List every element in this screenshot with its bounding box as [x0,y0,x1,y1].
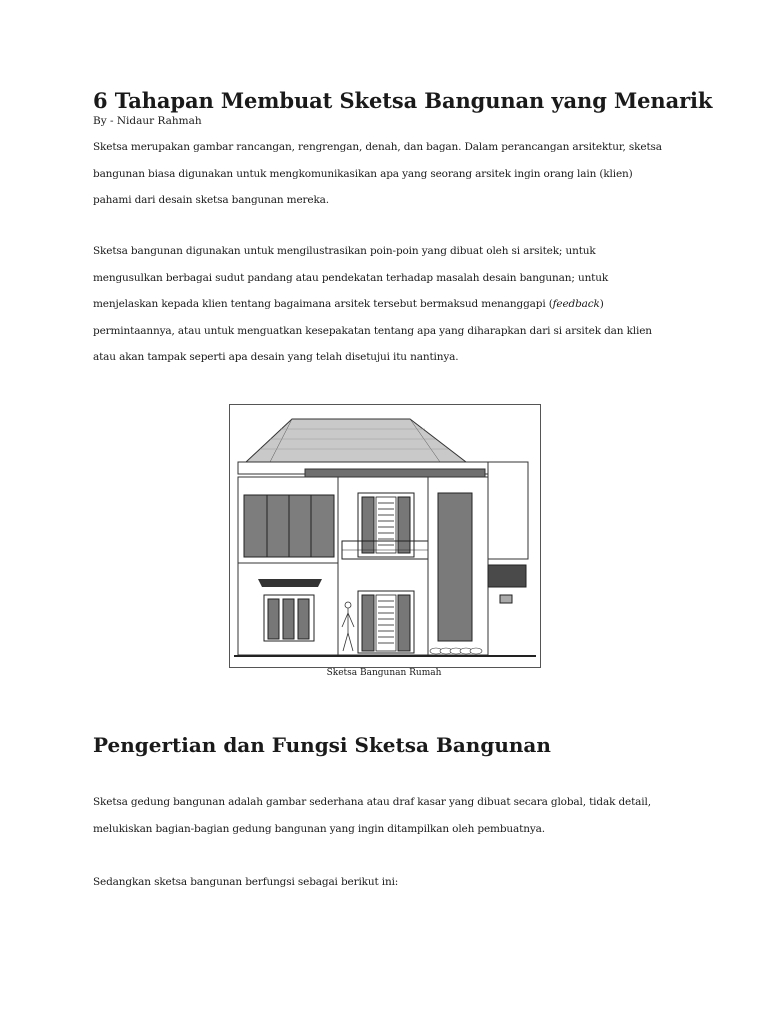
house-sketch-drawing [230,405,540,667]
feedback-emphasis: feedback [552,298,600,310]
paragraph-line: atau akan tampak seperti apa desain yang telah disetujui itu nantinya. [93,351,459,363]
paragraph-line: Sketsa gedung bangunan adalah gambar sederhana atau draf kasar yang dibuat secara global, tidak detail, [93,796,651,808]
paragraph-line: Sedangkan sketsa bangunan berfungsi sebagai berikut ini: [93,876,399,888]
paragraph-line: mengusulkan berbagai sudut pandang atau pendekatan terhadap masalah desain bangunan; untuk [93,271,609,284]
article-title: 6 Tahapan Membuat Sketsa Bangunan yang Menarik [93,88,713,113]
article-byline: By - Nidaur Rahmah [93,115,202,127]
intro-paragraph [93,134,683,214]
usage-paragraph [93,238,683,371]
line-text: menjelaskan kepada klien tentang bagaimana arsitek tersebut bermaksud menanggapi ( [93,298,553,310]
definition-paragraph [93,789,683,842]
paragraph-line: melukiskan bagian-bagian gedung bangunan yang ingin ditampilkan oleh pembuatnya. [93,822,545,835]
paragraph-line: Sketsa bangunan digunakan untuk mengilustrasikan poin-poin yang dibuat oleh si arsitek; untuk [93,245,596,257]
section-heading: Pengertian dan Fungsi Sketsa Bangunan [93,733,551,757]
paragraph-line: bangunan biasa digunakan untuk mengkomunikasikan apa yang seorang arsitek ingin orang lain (klien) [93,167,633,180]
house-sketch-figure [229,404,541,668]
paragraph-line [93,291,683,318]
line-text: ) [599,298,604,310]
paragraph-line: pahami dari desain sketsa bangunan mereka. [93,194,329,206]
figure-caption: Sketsa Bangunan Rumah [326,668,442,678]
function-intro-paragraph [93,869,683,896]
paragraph-line: permintaannya, atau untuk menguatkan kesepakatan tentang apa yang diharapkan dari si arsitek dan klien [93,324,652,337]
paragraph-line: Sketsa merupakan gambar rancangan, rengrengan, denah, dan bagan. Dalam perancangan arsitektur, sketsa [93,141,662,153]
